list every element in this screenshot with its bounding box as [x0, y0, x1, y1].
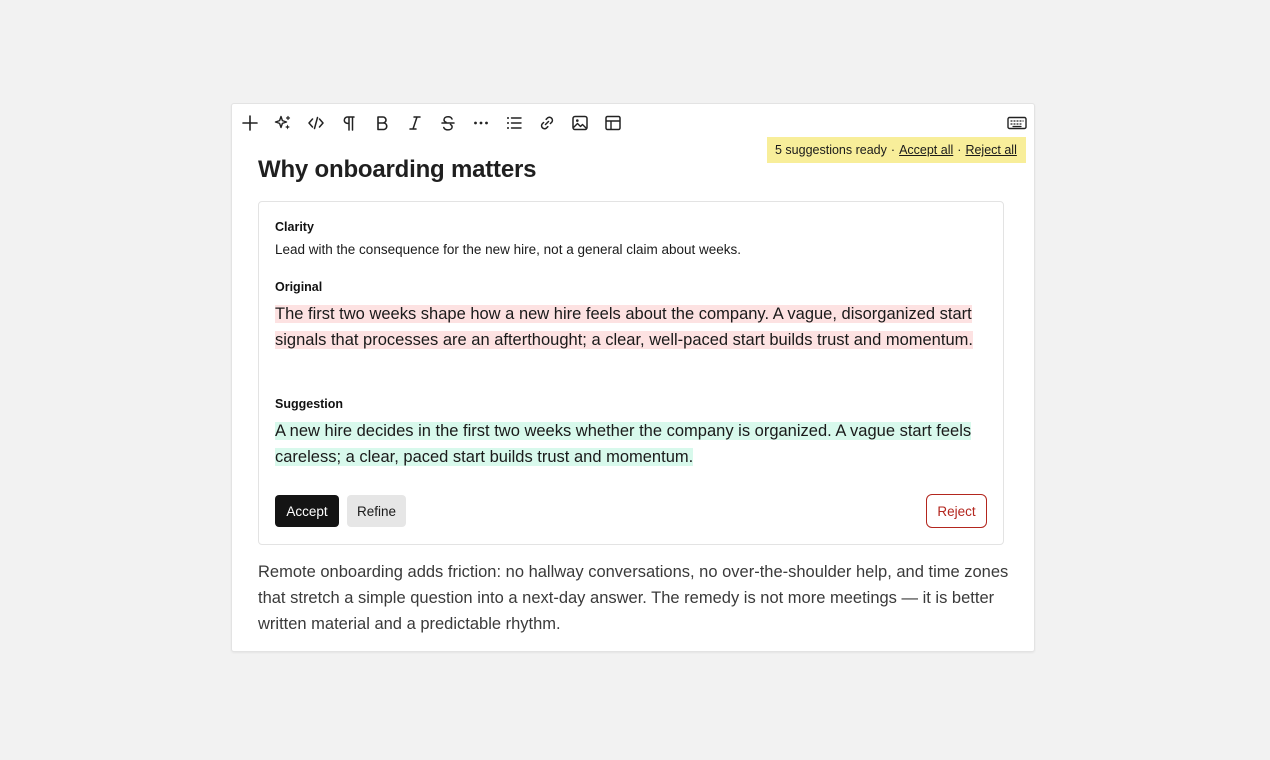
bullet-list-icon[interactable] [503, 112, 525, 134]
banner-text: 5 suggestions ready [775, 143, 887, 157]
original-text-highlight: The first two weeks shape how a new hire feels about the company. A vague, disorganized start signals that processes are an afterthought; a clear, well-paced start builds trust and momentum. [275, 305, 973, 349]
add-icon[interactable] [239, 112, 261, 134]
suggestion-text [275, 418, 975, 470]
suggestion-card [258, 201, 1004, 545]
banner-separator: · [890, 143, 896, 157]
suggestion-reason: Lead with the consequence for the new hire, not a general claim about weeks. [275, 242, 742, 257]
link-icon[interactable] [536, 112, 558, 134]
bold-icon[interactable] [371, 112, 393, 134]
more-icon[interactable] [470, 112, 492, 134]
original-label: Original [275, 280, 323, 294]
body-paragraph[interactable]: Remote onboarding adds friction: no hallway conversations, no over-the-shoulder help, and time zones that stretch a simple question into a next-day answer. The remedy is not more meetings — it is better written material and a predictable rhythm. [258, 563, 1009, 633]
table-icon[interactable] [602, 112, 624, 134]
suggestions-banner [767, 137, 1026, 163]
ai-sparkle-icon[interactable] [272, 112, 294, 134]
image-icon[interactable] [569, 112, 591, 134]
reject-button[interactable]: Reject [926, 494, 987, 528]
original-text [275, 301, 975, 353]
accept-button[interactable]: Accept [275, 495, 339, 527]
suggestion-text-highlight: A new hire decides in the first two weeks whether the company is organized. A vague start feels careless; a clear, paced start builds trust and momentum. [275, 422, 972, 466]
italic-icon[interactable] [404, 112, 426, 134]
document-title[interactable]: Why onboarding matters [258, 156, 537, 183]
suggestion-category: Clarity [275, 220, 314, 234]
code-icon[interactable] [305, 112, 327, 134]
refine-button[interactable]: Refine [347, 495, 406, 527]
banner-separator: · [957, 143, 962, 157]
editor-panel [231, 103, 1035, 652]
reject-all-link[interactable]: Reject all [965, 143, 1017, 157]
keyboard-icon[interactable] [1006, 112, 1028, 134]
paragraph-icon[interactable] [338, 112, 360, 134]
strikethrough-icon[interactable] [437, 112, 459, 134]
accept-all-link[interactable]: Accept all [899, 143, 954, 157]
suggestion-label: Suggestion [275, 397, 344, 411]
